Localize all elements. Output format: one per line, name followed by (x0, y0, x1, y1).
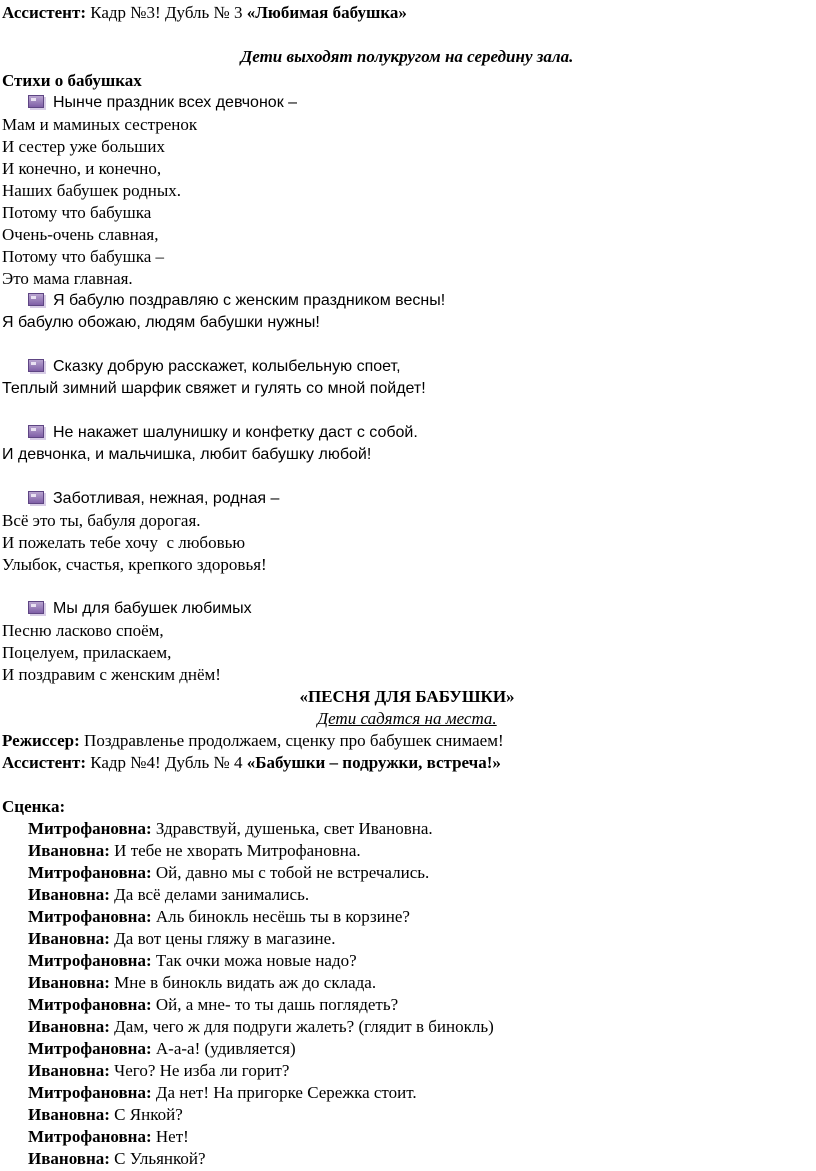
document-page (2, 2, 812, 1170)
dialogue-line: Митрофановна: Аль бинокль несёшь ты в корзине? (28, 907, 410, 926)
dialogue-line: Митрофановна: Ой, давно мы с тобой не встречались. (28, 863, 430, 882)
dialogue-line: Митрофановна: Так очки можа новые надо? (28, 951, 357, 970)
poem-line: Всё это ты, бабуля дорогая. (2, 511, 201, 530)
dialogue-line: Ивановна: И тебе не хворать Митрофановна. (28, 841, 361, 860)
dialogue-line: Ивановна: С Янкой? (28, 1105, 183, 1124)
poem-line: Нынче праздник всех девчонок – (2, 92, 812, 114)
poem-line: Я бабулю поздравляю с женским праздником весны! (2, 290, 812, 312)
assistant-line-1 (2, 2, 812, 24)
scene-title: Сценка: (2, 797, 66, 816)
assistant-text: Кадр №3! Дубль № 3 (86, 3, 247, 22)
assistant-text: Кадр №4! Дубль № 4 (86, 753, 247, 772)
dialogue-line: Митрофановна: А-а-а! (удивляется) (28, 1039, 296, 1058)
song-title: «ПЕСНЯ ДЛЯ БАБУШКИ» (299, 687, 515, 706)
bullet-icon (28, 293, 44, 306)
director-line (2, 730, 812, 752)
bullet-icon (28, 359, 44, 372)
poem-line: Не накажет шалунишку и конфетку даст с собой. (2, 422, 812, 444)
poem-line: И пожелать тебе хочу с любовью (2, 533, 246, 552)
bullet-icon (28, 95, 44, 108)
poem-line: Потому что бабушка – (2, 247, 165, 266)
poem-line: Мам и маминых сестренок (2, 115, 198, 134)
dialogue-line: Ивановна: Мне в бинокль видать аж до склада. (28, 973, 377, 992)
poem-line: Наших бабушек родных. (2, 181, 182, 200)
poem-line: И сестер уже больших (2, 137, 165, 156)
bullet-icon (28, 425, 44, 438)
assistant-line-2 (2, 752, 812, 774)
poem-line: И поздравим с женским днём! (2, 665, 221, 684)
poem-line: Теплый зимний шарфик свяжет и гулять со мной пойдет! (2, 380, 426, 397)
dialogue-line: Ивановна: Дам, чего ж для подруги жалеть? (глядит в бинокль) (28, 1017, 494, 1036)
dialogue-line: Ивановна: С Ульянкой? (28, 1149, 206, 1168)
poem-line: Очень-очень славная, (2, 225, 159, 244)
poem-line: Потому что бабушка (2, 203, 152, 222)
dialogue-block (2, 818, 812, 1170)
poem-line: Заботливая, нежная, родная – (2, 488, 812, 510)
poem-line: Песню ласково споём, (2, 621, 164, 640)
speaker-label: Ассистент: (2, 3, 86, 22)
poem-line: Мы для бабушек любимых (2, 598, 812, 620)
poem-line: Я бабулю обожаю, людям бабушки нужны! (2, 314, 320, 331)
dialogue-line: Митрофановна: Здравствуй, душенька, свет Ивановна. (28, 819, 433, 838)
frame-title: «Любимая бабушка» (246, 3, 407, 22)
bullet-icon (28, 601, 44, 614)
speaker-label: Ассистент: (2, 753, 86, 772)
frame-title: «Бабушки – подружки, встреча!» (246, 753, 501, 772)
dialogue-line: Митрофановна: Ой, а мне- то ты дашь поглядеть? (28, 995, 399, 1014)
dialogue-line: Ивановна: Да вот цены гляжу в магазине. (28, 929, 336, 948)
poem-line: И конечно, и конечно, (2, 159, 162, 178)
poems-title: Стихи о бабушках (2, 71, 142, 90)
poem-line: Сказку добрую расскажет, колыбельную споет, (2, 356, 812, 378)
dialogue-line: Митрофановна: Нет! (28, 1127, 189, 1146)
stage-direction-1: Дети выходят полукругом на середину зала. (240, 47, 574, 66)
dialogue-line: Ивановна: Да всё делами занимались. (28, 885, 310, 904)
dialogue-line: Ивановна: Чего? Не изба ли горит? (28, 1061, 290, 1080)
stage-direction-2: Дети садятся на места. (317, 709, 497, 728)
poem-line: Поцелуем, приласкаем, (2, 643, 172, 662)
director-text: Поздравленье продолжаем, сценку про бабушек снимаем! (79, 731, 504, 750)
poem-line: И девчонка, и мальчишка, любит бабушку любой! (2, 446, 372, 463)
poem-line: Это мама главная. (2, 269, 133, 288)
dialogue-line: Митрофановна: Да нет! На пригорке Сережка стоит. (28, 1083, 417, 1102)
bullet-icon (28, 491, 44, 504)
speaker-label: Режиссер: (2, 731, 80, 750)
poem-line: Улыбок, счастья, крепкого здоровья! (2, 555, 267, 574)
